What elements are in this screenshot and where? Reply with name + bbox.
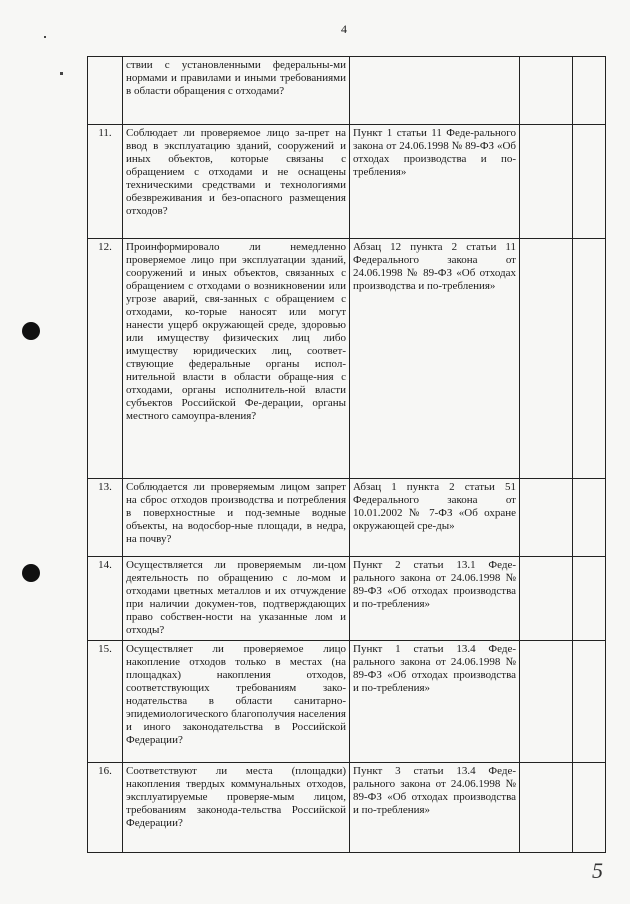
row-number: 16. bbox=[88, 763, 123, 853]
note-cell bbox=[573, 125, 606, 239]
note-cell bbox=[573, 239, 606, 479]
note-cell bbox=[573, 557, 606, 641]
question-cell: Проинформировало ли немедленно проверяемое лицо при эксплуатации зданий, сооружений и иных объектов, связанных с обращением с отходами о возникновении или угрозе аварий, свя-занных с обращением с отходами, ко-торые наносят или могут нанести ущерб окружающей среде, здоровью или имуществу физических лиц либо имуществу юридических лиц, соответ-ствующие федеральные органы испол-нительной власти в области обраще-ния с отходами, органы исполнитель-ной власти субъектов Российской Фе-дерации, органы местного самоупра-вления? bbox=[123, 239, 350, 479]
table-row bbox=[88, 641, 606, 763]
question-cell: Соответствуют ли места (площадки) накопления твердых коммунальных отходов, эксплуатируемые проверяе-мым лицом, требованиям законода-тельства Российской Федерации? bbox=[123, 763, 350, 853]
row-number bbox=[88, 57, 123, 125]
reference-cell: Пункт 3 статьи 13.4 Феде-рального закона от 24.06.1998 № 89-ФЗ «Об отходах производства и по-требления» bbox=[350, 763, 520, 853]
question-cell: Осуществляется ли проверяемым ли-цом деятельность по обращению с ло-мом и отходами цветных металлов и их отчуждение при наличии докумен-тов, подтверждающих право собствен-ности на указанные лом и отходы? bbox=[123, 557, 350, 641]
question-cell: ствии с установленными федеральны-ми нормами и правилами и иными требованиями в области обращения с отходами? bbox=[123, 57, 350, 125]
table-row bbox=[88, 479, 606, 557]
row-number: 14. bbox=[88, 557, 123, 641]
table-row bbox=[88, 557, 606, 641]
punch-hole-top bbox=[22, 322, 40, 340]
answer-cell bbox=[520, 479, 573, 557]
note-cell bbox=[573, 479, 606, 557]
reference-cell: Абзац 12 пункта 2 статьи 11 Федерального закона от 24.06.1998 № 89-ФЗ «Об отходах производства и по-требления» bbox=[350, 239, 520, 479]
note-cell bbox=[573, 57, 606, 125]
reference-cell bbox=[350, 57, 520, 125]
answer-cell bbox=[520, 239, 573, 479]
table-row bbox=[88, 239, 606, 479]
question-cell: Соблюдается ли проверяемым лицом запрет на сброс отходов производства и потребления в поверхностные и под-земные водные объекты, на водосбор-ные площади, в недра, на почву? bbox=[123, 479, 350, 557]
answer-cell bbox=[520, 763, 573, 853]
table-row bbox=[88, 763, 606, 853]
reference-cell: Абзац 1 пункта 2 статьи 51 Федерального закона от 10.01.2002 № 7-ФЗ «Об охране окружающей сре-ды» bbox=[350, 479, 520, 557]
punch-hole-bottom bbox=[22, 564, 40, 582]
answer-cell bbox=[520, 57, 573, 125]
checklist-table bbox=[87, 56, 606, 853]
note-cell bbox=[573, 763, 606, 853]
scan-speck bbox=[44, 36, 46, 38]
row-number: 12. bbox=[88, 239, 123, 479]
table-row bbox=[88, 57, 606, 125]
question-cell: Осуществляет ли проверяемое лицо накопление отходов только в местах (на площадках) накопления отходов, соответствующих требованиям зако-нодательства в области санитарно-эпидемиологического благополучия населения и иного законодательства в Российской Федерации? bbox=[123, 641, 350, 763]
reference-cell: Пункт 1 статьи 13.4 Феде-рального закона от 24.06.1998 № 89-ФЗ «Об отходах производства и по-требления» bbox=[350, 641, 520, 763]
table-row bbox=[88, 125, 606, 239]
reference-cell: Пункт 2 статьи 13.1 Феде-рального закона от 24.06.1998 № 89-ФЗ «Об отходах производства и по-требления» bbox=[350, 557, 520, 641]
row-number: 11. bbox=[88, 125, 123, 239]
answer-cell bbox=[520, 125, 573, 239]
handwritten-page-mark: 5 bbox=[592, 858, 603, 883]
note-cell bbox=[573, 641, 606, 763]
row-number: 13. bbox=[88, 479, 123, 557]
row-number: 15. bbox=[88, 641, 123, 763]
answer-cell bbox=[520, 641, 573, 763]
scan-speck bbox=[60, 72, 63, 75]
reference-cell: Пункт 1 статьи 11 Феде-рального закона от 24.06.1998 № 89-ФЗ «Об отходах производства и по-требления» bbox=[350, 125, 520, 239]
page-number: 4 bbox=[341, 22, 347, 36]
answer-cell bbox=[520, 557, 573, 641]
question-cell: Соблюдает ли проверяемое лицо за-прет на ввод в эксплуатацию зданий, сооружений и иных объектов, которые связаны с обращением с отходами и не оснащены техническими средствами и технологиями обезвреживания и без-опасного размещения отходов? bbox=[123, 125, 350, 239]
